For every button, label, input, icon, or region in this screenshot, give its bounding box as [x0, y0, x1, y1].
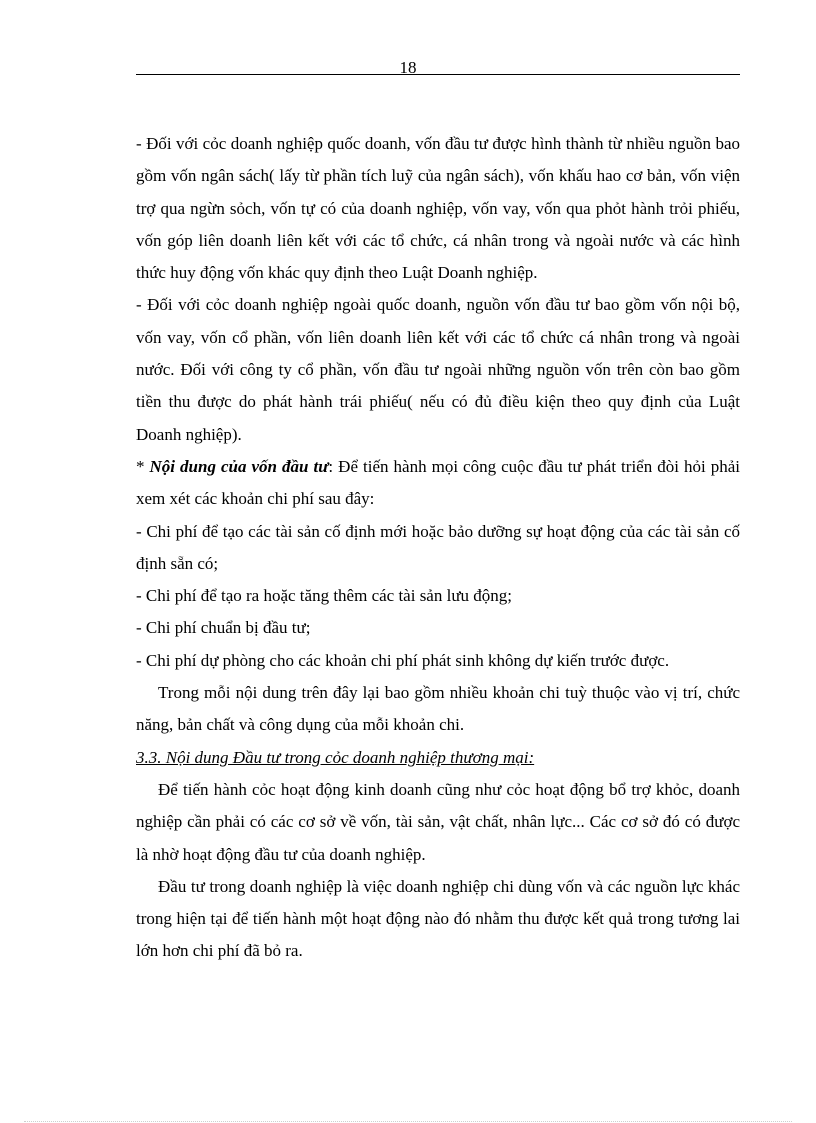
list-item: - Chi phí để tạo ra hoặc tăng thêm các tài sản lưu động; — [136, 586, 513, 606]
list-item: - Chi phí dự phòng cho các khoản chi phí phát sinh không dự kiến trước được. — [136, 650, 670, 670]
paragraph-state-enterprises: - Đối với cỏc doanh nghiệp quốc doanh, vốn đầu tư được hình thành từ nhiều nguồn bao gồm vốn ngân sách( lấy từ phần tích luỹ của ngân sách), vốn khấu hao cơ bản, vốn viện trợ qua ngừn sỏch, vốn tự có của doanh nghiệp, vốn vay, vốn qua phỏt hành trỏi phiếu, vốn góp liên doanh liên kết với các tổ chức, cá nhân trong và ngoài nước và các hình thức huy động vốn khác quy định theo Luật Doanh nghiệp. — [136, 134, 740, 283]
paragraph-private-enterprises: - Đối với cỏc doanh nghiệp ngoài quốc doanh, nguồn vốn đầu tư bao gồm vốn nội bộ, vốn vay, vốn cổ phần, vốn liên doanh liên kết với các tổ chức cá nhân trong và ngoài nước. Đối với công ty cổ phần, vốn đầu tư ngoài những nguồn vốn trên còn bao gồm tiền thu được do phát hành trái phiếu( nếu có đủ điều kiện theo quy định của Luật Doanh nghiệp). — [136, 295, 740, 444]
paragraph-text: : Để tiến hành mọi công cuộc đầu tư phát triển đòi hỏi phải xem xét các khoản chi phí sau đây: — [136, 456, 740, 509]
emphasis-term: Nội dung của vốn đầu tư — [149, 456, 329, 476]
header-rule — [136, 74, 740, 75]
page-body — [136, 128, 740, 968]
list-item: - Chi phí chuẩn bị đầu tư; — [136, 618, 311, 638]
bullet-asterisk: * — [136, 456, 150, 476]
section-heading: 3.3. Nội dung Đầu tư trong cỏc doanh nghiệp thương mại: — [136, 747, 535, 767]
paragraph-investment-content — [136, 451, 740, 516]
page-number: 18 — [399, 58, 417, 77]
paragraph-cost-items: Trong mỗi nội dung trên đây lại bao gồm nhiều khoản chi tuỳ thuộc vào vị trí, chức năng, bản chất và công dụng của mỗi khoản chi. — [136, 683, 740, 735]
bottom-dotted-rule — [24, 1121, 792, 1122]
list-item: - Chi phí để tạo các tài sản cố định mới hoặc bảo dưỡng sự hoạt động của các tài sản cố định sẵn có; — [136, 521, 740, 573]
paragraph-business-activities: Để tiến hành cỏc hoạt động kinh doanh cũng như cỏc hoạt động bổ trợ khỏc, doanh nghiệp cần phải có các cơ sở về vốn, tài sản, vật chất, nhân lực... Các cơ sở đó có được là nhờ hoạt động đầu tư của doanh nghiệp. — [136, 779, 740, 864]
paragraph-investment-definition: Đầu tư trong doanh nghiệp là việc doanh nghiệp chi dùng vốn và các nguồn lực khác trong hiện tại để tiến hành một hoạt động nào đó nhằm thu được kết quả trong tương lai lớn hơn chi phí đã bỏ ra. — [136, 876, 740, 961]
